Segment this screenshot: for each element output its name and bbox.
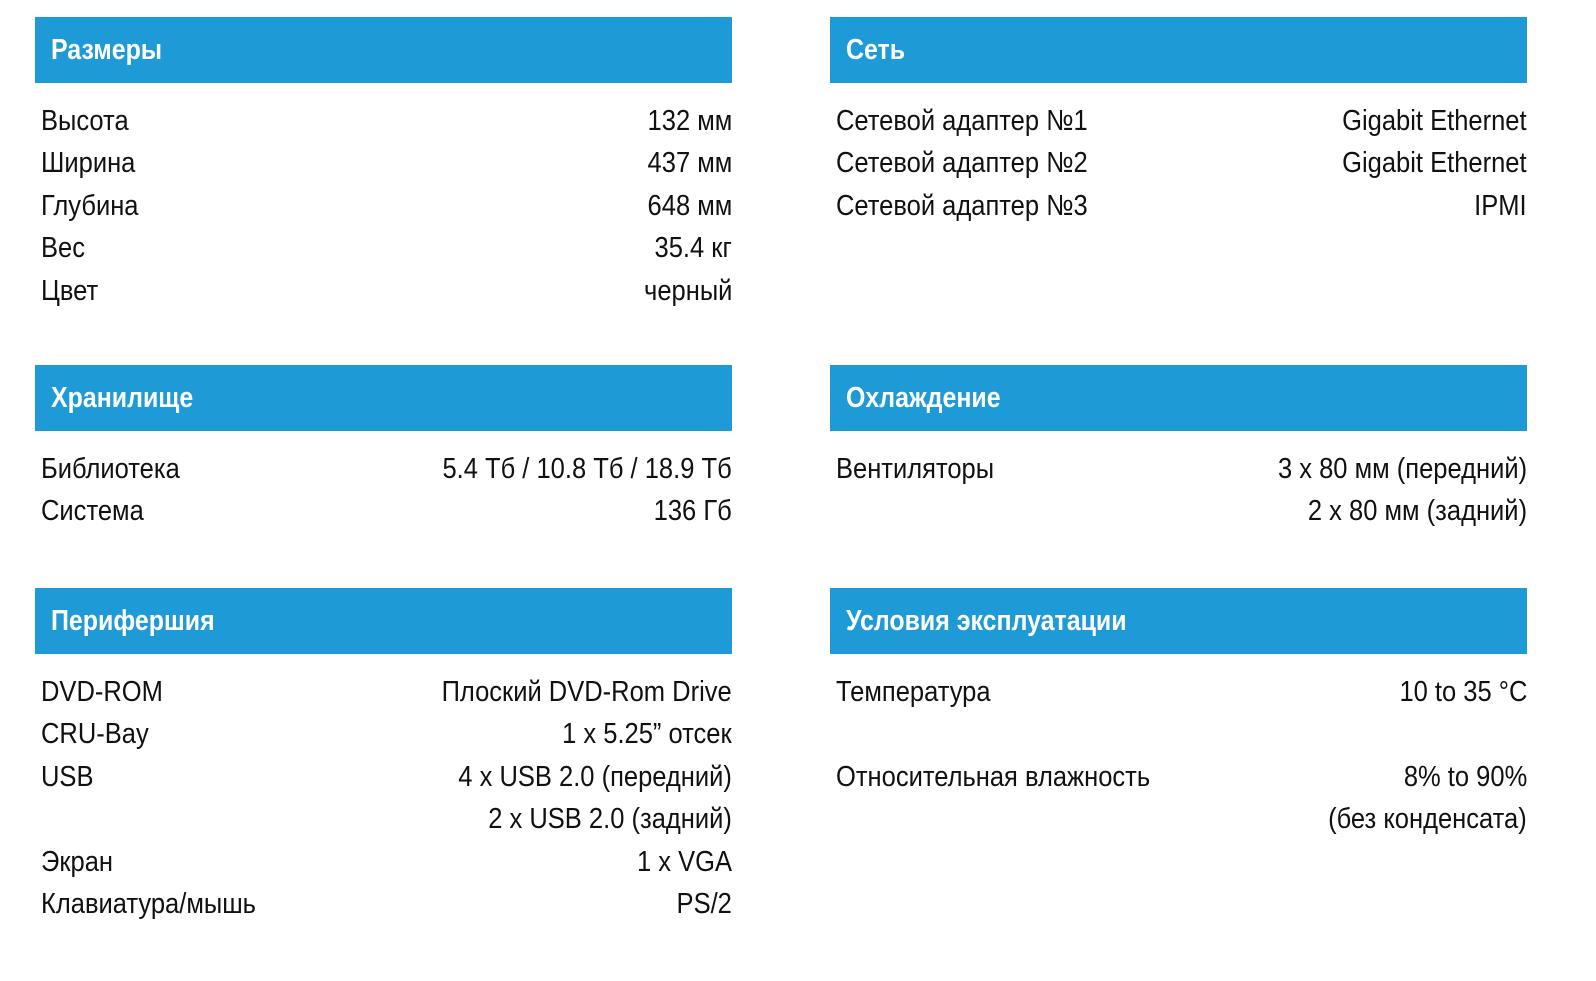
spec-value: 8% to 90% [1403,760,1527,793]
spec-label: Ширина [41,147,136,180]
spec-list [35,83,732,313]
spec-row [35,143,732,186]
spec-value: Плоский DVD-Rom Drive [441,675,732,708]
spec-value: Gigabit Ethernet [1342,104,1527,137]
spec-row-spacer [830,714,1527,757]
spec-value: 1 x VGA [636,845,732,878]
spec-row [35,491,732,534]
spec-label: CRU-Bay [41,718,149,751]
spec-label: Библиотека [41,452,180,485]
spec-row [35,714,732,757]
section-network [830,17,1527,228]
spec-label: USB [41,760,94,793]
section-peripherals [35,588,732,926]
spec-list [830,83,1527,228]
spec-value: 132 мм [647,104,732,137]
spec-label: Температура [836,675,991,708]
section-dimensions [35,17,732,313]
spec-label: Вентиляторы [836,452,995,485]
spec-list [35,431,732,533]
spec-value: IPMI [1474,189,1527,222]
section-title: Размеры [51,34,163,66]
spec-value: 2 x USB 2.0 (задний) [488,803,732,836]
spec-value: 648 мм [647,189,732,222]
section-header [830,17,1527,83]
spec-label: Вес [41,232,85,265]
spec-value: 2 x 80 мм (задний) [1307,495,1527,528]
spec-value: 4 x USB 2.0 (передний) [458,760,732,793]
spec-row [830,143,1527,186]
section-title: Сеть [846,34,906,66]
spec-row [830,491,1527,534]
spec-row [830,100,1527,143]
spec-value: PS/2 [676,888,732,921]
section-title: Перифершия [51,605,215,637]
spec-value: Gigabit Ethernet [1342,147,1527,180]
spec-row [830,671,1527,714]
spec-label: Сетевой адаптер №2 [836,147,1088,180]
section-title: Охлаждение [846,382,1001,414]
spec-label: Экран [41,845,113,878]
spec-list [830,431,1527,533]
spec-label: Сетевой адаптер №3 [836,189,1088,222]
section-header [35,17,732,83]
spec-value: 1 x 5.25” отсек [562,718,732,751]
spec-row [830,756,1527,799]
spec-value: 3 x 80 мм (передний) [1277,452,1527,485]
spec-row [35,756,732,799]
spec-row [35,100,732,143]
spec-label: Система [41,495,144,528]
spec-value: 437 мм [647,147,732,180]
section-header [830,588,1527,654]
spec-value: (без конденсата) [1328,803,1527,836]
spec-list [35,654,732,926]
section-title: Хранилище [51,382,194,414]
spec-row [35,448,732,491]
section-header [830,365,1527,431]
spec-row [830,185,1527,228]
spec-label: DVD-ROM [41,675,163,708]
spec-label: Сетевой адаптер №1 [836,104,1088,137]
spec-row [35,884,732,927]
section-operating-conditions [830,588,1527,841]
spec-label: Относительная влажность [836,760,1151,793]
spec-label: Высота [41,104,129,137]
spec-label: Цвет [41,274,99,307]
section-title: Условия эксплуатации [846,605,1127,637]
section-storage [35,365,732,533]
spec-label: Глубина [41,189,139,222]
section-cooling [830,365,1527,533]
spec-list [830,654,1527,841]
spec-value: 10 to 35 °C [1399,675,1527,708]
section-header [35,588,732,654]
spec-value: 136 Гб [653,495,732,528]
spec-row [35,270,732,313]
spec-row [35,799,732,842]
spec-row [35,841,732,884]
spec-value: 35.4 кг [654,232,732,265]
spec-value: черный [643,274,732,307]
spec-label: Клавиатура/мышь [41,888,256,921]
spec-value: 5.4 Тб / 10.8 Тб / 18.9 Тб [442,452,732,485]
spec-row [35,228,732,271]
spec-row [35,185,732,228]
section-header [35,365,732,431]
spec-row [830,448,1527,491]
spec-row [35,671,732,714]
spec-row [830,799,1527,842]
